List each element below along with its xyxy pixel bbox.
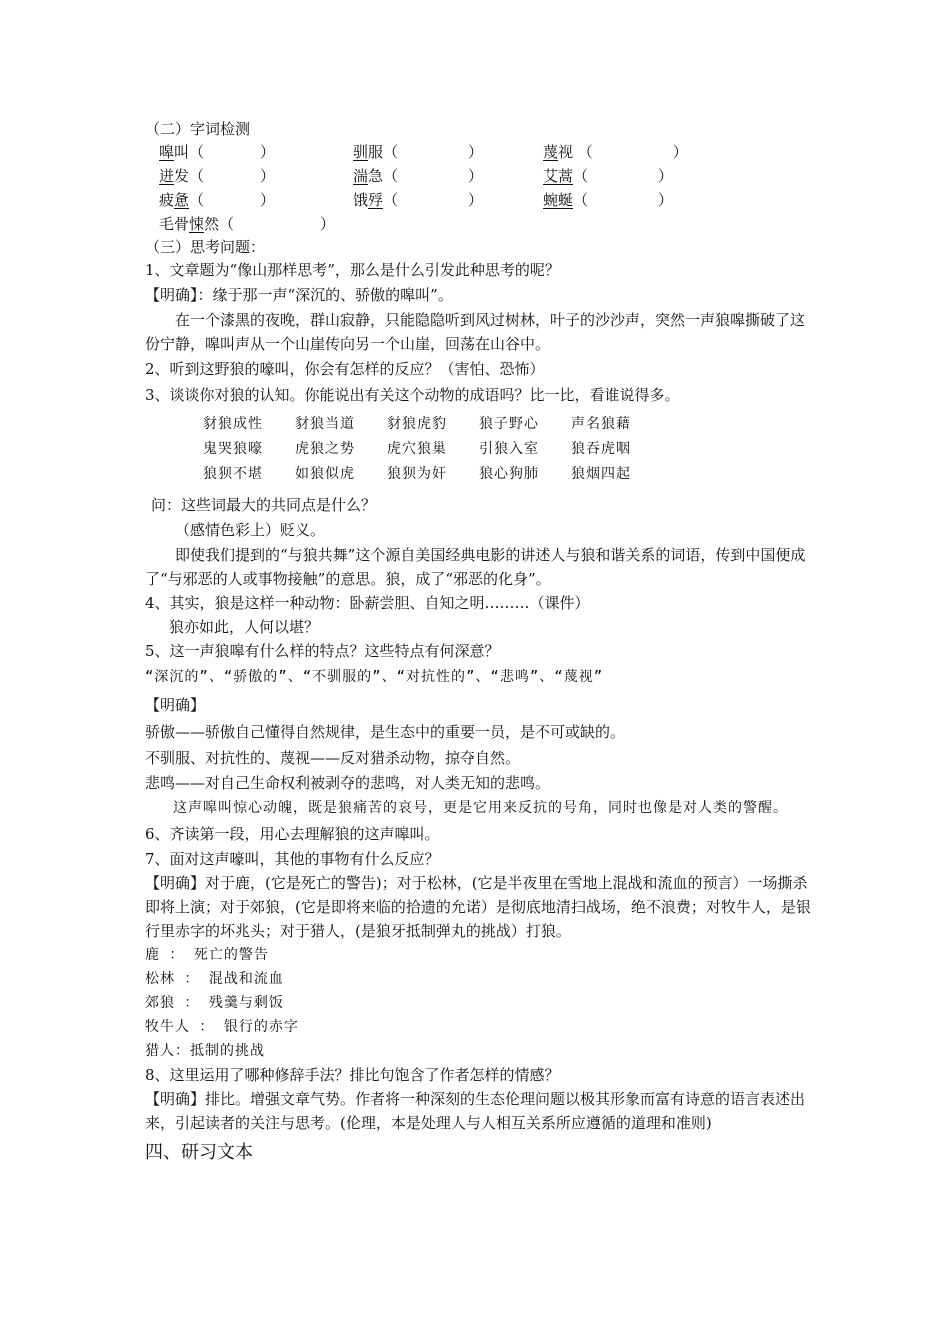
idiom-row [203,412,813,437]
question-5: 5、这一声狼嗥有什么样的特点？这些特点有何深意？ [145,642,500,660]
question-1: 1、文章题为“像山那样思考”，那么是什么引发此种思考的呢？ [145,261,560,279]
answer-5-line-2: 不驯服、对抗性的、蔑视——反对猎杀动物，掠夺自然。 [145,749,521,767]
answer-7: 【明确】对于鹿，(它是死亡的警告)；对于松林，(它是半夜里在雪地上混战和流血的预言）一场撕杀即将上演；对于郊狼，(它是即将来临的拾遗的允诺）是彻底地清扫战场，绝不浪费；对牧牛人，是银行里赤字的坏兆头；对于猎人，(是狼牙抵制弹丸的挑战）打狼。 [145,874,811,940]
answer-7-list [145,943,813,1063]
question-6: 6、齐读第一段，用心去理解狼的这声嗥叫。 [145,825,440,843]
list-item: 牧牛人 ： 银行的赤字 [145,1019,299,1035]
answer-3: （感情色彩上）贬义。 [175,521,326,539]
question-5-quotes: “深沉的”、“骄傲的”、“不驯服的”、“对抗性的”、“悲鸣”、“蔑视” [145,669,604,685]
list-item: 郊狼 ： 残羹与剩饭 [145,995,284,1011]
idiom: 狼吞虎咽 [571,441,631,457]
idiom: 虎狼之势 [295,441,355,457]
answer-8: 【明确】排比。增强文章气势。作者将一种深刻的生态伦理问题以极其形象而富有诗意的语言表述出来，引起读者的关注与思考。(伦理，本是处理人与人相互关系所应遵循的道理和准则) [145,1090,806,1132]
question-8: 8、这里运用了哪种修辞手法？排比句饱含了作者怎样的情感？ [145,1066,560,1084]
list-item: 鹿 ： 死亡的警告 [145,947,269,963]
question-4-sub: 狼亦如此，人何以堪？ [169,618,320,636]
list-item: 猎人：抵制的挑战 [145,1043,265,1059]
idiom: 狼狈为奸 [387,466,447,482]
vocab-row-last [145,212,813,236]
section4-title: 四、研习文本 [145,1142,253,1163]
idiom: 如狼似虎 [295,466,355,482]
idiom: 鬼哭狼嚎 [203,441,263,457]
section3-title: （三）思考问题： [145,238,266,256]
vocab-row [145,188,813,212]
vocab-row [145,164,813,188]
idiom-row [203,462,813,487]
vocab-item: 饿 殍 （ ） [353,191,484,209]
answer-5-line-3: 悲鸣——对自己生命权利被剥夺的悲鸣，对人类无知的悲鸣。 [145,774,551,792]
idiom: 虎穴狼巢 [387,441,447,457]
vocab-item: 嗥 叫（ ） [159,143,276,161]
document-page [145,118,813,1167]
idiom: 狼烟四起 [571,466,631,482]
paragraph-5: 这声嗥叫惊心动魄，既是狼痛苦的哀号，更是它用来反抗的号角，同时也像是对人类的警醒。 [173,800,788,816]
idiom: 声名狼藉 [571,416,631,432]
idiom-grid [145,412,813,487]
idiom: 狼子野心 [479,416,539,432]
idiom: 狼狈不堪 [203,466,263,482]
answer-5-label: 【明确】 [145,696,206,714]
answer-5-line-1: 骄傲——骄傲自己懂得自然规律，是生态中的重要一员，是不可或缺的。 [145,723,626,741]
question-3: 3、谈谈你对狼的认知。你能说出有关这个动物的成语吗？比一比，看谁说得多。 [145,386,680,404]
list-item: 松林 ： 混战和流血 [145,971,284,987]
vocab-block [145,140,813,212]
vocab-row [145,140,813,164]
vocab-item: 迸 发（ ） [159,167,276,185]
vocab-item: 蜿蜒 （ ） [543,191,674,209]
idiom: 豺狼虎豹 [387,416,447,432]
vocab-item: 驯 服（ ） [353,143,484,161]
vocab-item: 蔑 视 （ ） [543,143,688,161]
vocab-item: 毛骨 悚 然（ ） [159,215,336,233]
idiom: 狼心狗肺 [479,466,539,482]
question-4: 4、其实，狼是这样一种动物：卧薪尝胆、自知之明………（课件） [145,594,590,612]
idiom-row [203,437,813,462]
idiom: 引狼入室 [479,441,539,457]
idiom: 豺狼当道 [295,416,355,432]
question-2: 2、听到这野狼的嚎叫，你会有怎样的反应？（害怕、恐怖） [145,360,545,378]
question-7: 7、面对这声嚎叫，其他的事物有什么反应？ [145,850,440,868]
idiom: 豺狼成性 [203,416,263,432]
vocab-item: 疲 惫 （ ） [159,191,276,209]
answer-1: 【明确】：缘于那一声“深沉的、骄傲的嗥叫”。 [145,286,453,304]
vocab-item: 湍 急（ ） [353,167,484,185]
question-3-ask: 问：这些词最大的共同点是什么？ [151,496,377,514]
paragraph-3: 即使我们提到的“与狼共舞”这个源自美国经典电影的讲述人与狼和谐关系的词语，传到中国便成了“与邪恶的人或事物接触”的意思。狼，成了“邪恶的化身”。 [145,546,806,588]
vocab-item: 艾蒿 （ ） [543,167,674,185]
paragraph-1: 在一个漆黑的夜晚，群山寂静，只能隐隐听到风过树林，叶子的沙沙声，突然一声狼嗥撕破了这份宁静，嗥叫声从一个山崖传向另一个山崖，回荡在山谷中。 [145,311,806,353]
section2-title: （二）字词检测 [145,120,251,138]
